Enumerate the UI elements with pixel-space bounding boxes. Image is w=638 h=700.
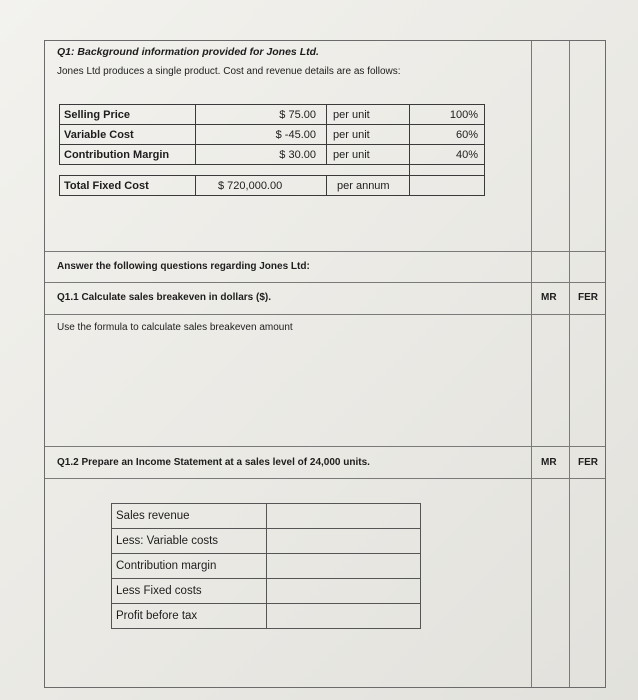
selling-price-pct: 100% (410, 105, 485, 125)
q12-mr-label: MR (541, 457, 557, 468)
contribution-margin-amount: $ 30.00 (196, 145, 327, 165)
table-row (112, 604, 421, 629)
variable-costs-input[interactable] (267, 529, 421, 554)
table-row (112, 504, 421, 529)
fixed-cost-label: Total Fixed Cost (60, 176, 196, 196)
table-row (60, 125, 485, 145)
watermark (405, 395, 407, 404)
q1-intro: Jones Ltd produces a single product. Cost and revenue details are as follows: (57, 66, 401, 77)
profit-before-tax-label: Profit before tax (112, 604, 267, 629)
contribution-margin-input[interactable] (267, 554, 421, 579)
fer-column-divider (569, 41, 570, 687)
selling-price-label: Selling Price (60, 105, 196, 125)
q11-mr-label: MR (541, 292, 557, 303)
table-row (60, 176, 485, 196)
variable-cost-label: Variable Cost (60, 125, 196, 145)
contribution-margin-label: Contribution Margin (60, 145, 196, 165)
fixed-cost-pct (410, 176, 485, 196)
cost-revenue-table (59, 104, 485, 196)
q12-title: Q1.2 Prepare an Income Statement at a sales level of 24,000 units. (57, 457, 370, 468)
variable-cost-amount: $ -45.00 (196, 125, 327, 145)
contribution-margin-row-label: Contribution margin (112, 554, 267, 579)
profit-before-tax-input[interactable] (267, 604, 421, 629)
q11-title: Q1.1 Calculate sales breakeven in dollars ($). (57, 292, 271, 303)
contribution-margin-unit: per unit (327, 145, 410, 165)
income-statement-table (111, 503, 421, 629)
table-row (112, 579, 421, 604)
section-divider (45, 478, 605, 479)
table-row (60, 145, 485, 165)
q11-instruction: Use the formula to calculate sales breakeven amount (57, 322, 293, 333)
selling-price-unit: per unit (327, 105, 410, 125)
variable-costs-label: Less: Variable costs (112, 529, 267, 554)
q11-fer-label: FER (578, 292, 598, 303)
table-row (112, 554, 421, 579)
variable-cost-unit: per unit (327, 125, 410, 145)
section-divider (45, 446, 605, 447)
table-row (60, 105, 485, 125)
fixed-costs-input[interactable] (267, 579, 421, 604)
variable-cost-pct: 60% (410, 125, 485, 145)
mr-column-divider (531, 41, 532, 687)
selling-price-amount: $ 75.00 (196, 105, 327, 125)
sales-revenue-label: Sales revenue (112, 504, 267, 529)
section-divider (45, 314, 605, 315)
table-row (112, 529, 421, 554)
answer-header: Answer the following questions regarding Jones Ltd: (57, 261, 310, 272)
worksheet-frame (44, 40, 606, 688)
contribution-margin-pct: 40% (410, 145, 485, 165)
fixed-cost-amount: $ 720,000.00 (196, 176, 327, 196)
fixed-cost-unit: per annum (327, 176, 410, 196)
fixed-costs-label: Less Fixed costs (112, 579, 267, 604)
section-divider (45, 282, 605, 283)
q1-title: Q1: Background information provided for Jones Ltd. (57, 46, 319, 58)
section-divider (45, 251, 605, 252)
sales-revenue-input[interactable] (267, 504, 421, 529)
q12-fer-label: FER (578, 457, 598, 468)
table-spacer-row (60, 165, 485, 176)
